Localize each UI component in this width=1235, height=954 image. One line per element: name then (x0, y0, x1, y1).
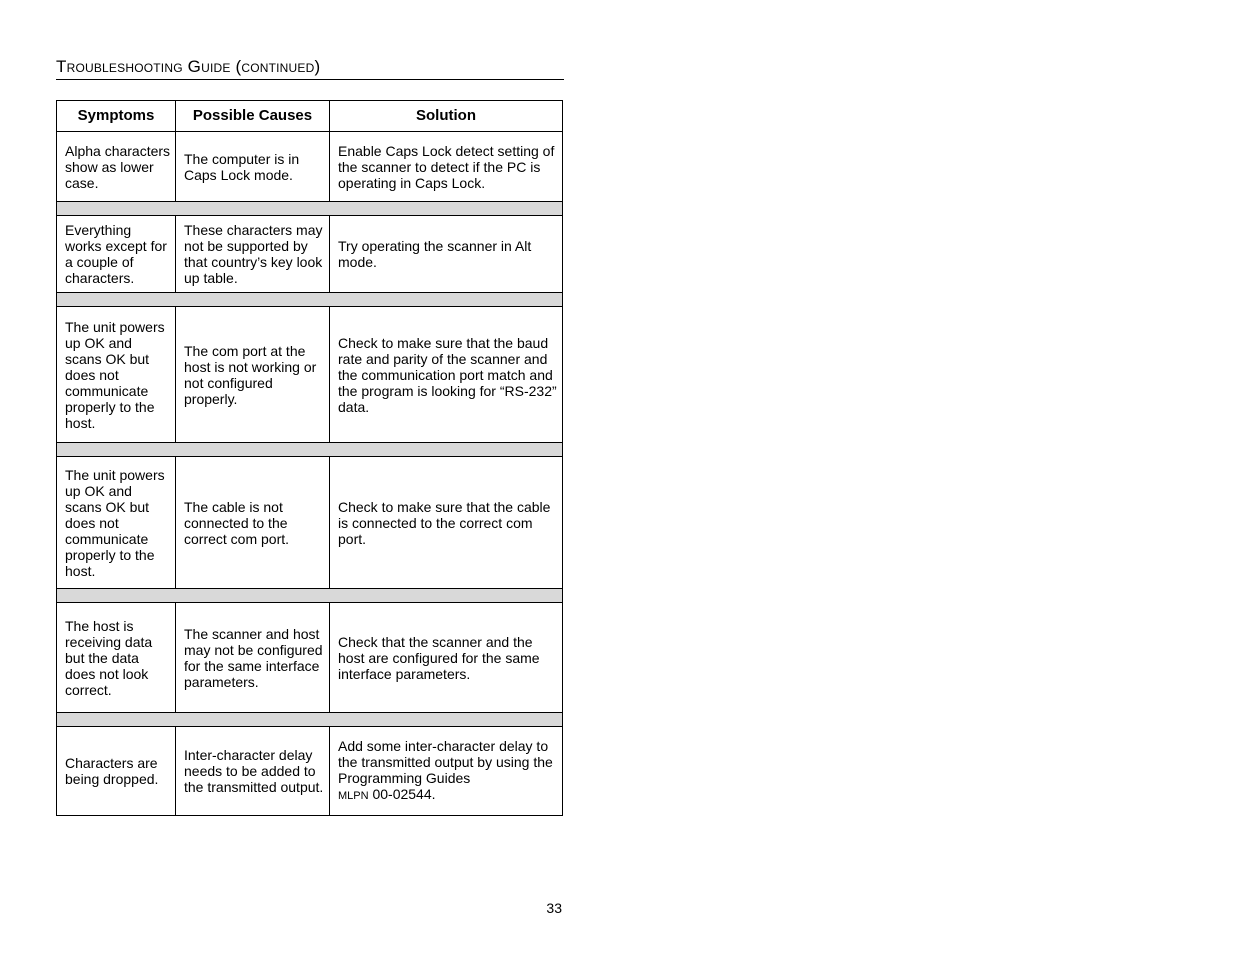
cause-cell: The computer is in Caps Lock mode. (176, 132, 330, 202)
cause-cell: The com port at the host is not working or not configured properly. (176, 307, 330, 443)
row-separator (57, 443, 563, 457)
row-separator (57, 713, 563, 727)
cause-cell: The scanner and host may not be configured for the same interface parameters. (176, 603, 330, 713)
solution-cell (330, 727, 563, 816)
symptom-cell: The host is receiving data but the data does not look correct. (57, 603, 176, 713)
table-row (57, 307, 563, 443)
symptom-cell: Characters are being dropped. (57, 727, 176, 816)
header-possible-causes: Possible Causes (176, 101, 330, 132)
document-ref-number: 00-02544. (372, 786, 436, 802)
cause-cell: Inter-character delay needs to be added to the transmitted output. (176, 727, 330, 816)
table-row (57, 727, 563, 816)
solution-cell: Enable Caps Lock detect setting of the scanner to detect if the PC is operating in Caps Lock. (330, 132, 563, 202)
solution-cell: Try operating the scanner in Alt mode. (330, 216, 563, 293)
table-row (57, 603, 563, 713)
troubleshooting-table (56, 100, 563, 816)
solution-text: Add some inter-character delay to the transmitted output by using the Programming Guides (338, 738, 553, 786)
table-row (57, 216, 563, 293)
symptom-cell: Everything works except for a couple of characters. (57, 216, 176, 293)
section-heading: Troubleshooting Guide (continued) (56, 57, 564, 80)
header-solution: Solution (330, 101, 563, 132)
symptom-cell: Alpha characters show as lower case. (57, 132, 176, 202)
row-separator (57, 293, 563, 307)
page-number: 33 (546, 900, 562, 916)
document-ref-prefix: MLPN (338, 790, 369, 802)
cause-cell: These characters may not be supported by that country’s key look up table. (176, 216, 330, 293)
table-header-row (57, 101, 563, 132)
cause-cell: The cable is not connected to the correct com port. (176, 457, 330, 589)
solution-cell: Check that the scanner and the host are configured for the same interface parameters. (330, 603, 563, 713)
solution-cell: Check to make sure that the cable is connected to the correct com port. (330, 457, 563, 589)
solution-cell: Check to make sure that the baud rate and parity of the scanner and the communication port match and the program is looking for “RS-232” data. (330, 307, 563, 443)
table-row (57, 457, 563, 589)
table-row (57, 132, 563, 202)
symptom-cell: The unit powers up OK and scans OK but does not communicate properly to the host. (57, 307, 176, 443)
header-symptoms: Symptoms (57, 101, 176, 132)
symptom-cell: The unit powers up OK and scans OK but does not communicate properly to the host. (57, 457, 176, 589)
row-separator (57, 202, 563, 216)
row-separator (57, 589, 563, 603)
